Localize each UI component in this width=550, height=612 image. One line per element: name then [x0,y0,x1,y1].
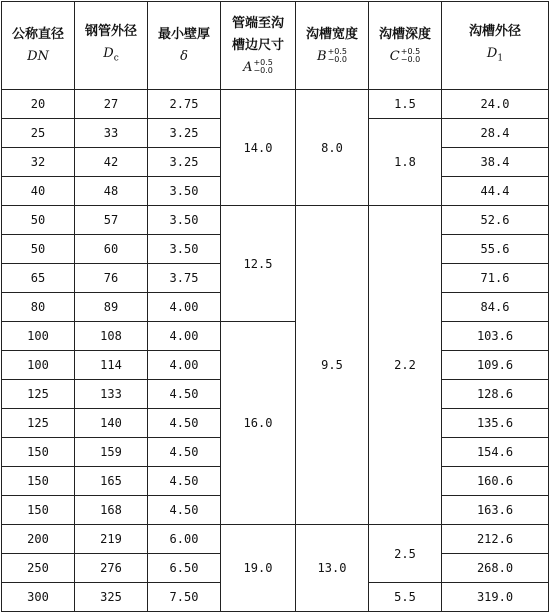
cell-c: 5.5 [369,583,442,612]
cell-dn: 32 [2,148,75,177]
header-nominal-diameter [2,2,75,90]
header-min-wall-thickness [148,2,221,90]
cell-d1: 319.0 [442,583,549,612]
header-symbol: B +0.5 −0.0 [317,47,347,64]
cell-wall: 4.00 [148,293,221,322]
cell-dc: 42 [75,148,148,177]
cell-d1: 55.6 [442,235,549,264]
cell-b-merged: 9.5 [296,206,369,525]
cell-a-merged: 19.0 [221,525,296,612]
cell-wall: 4.50 [148,467,221,496]
cell-d1: 52.6 [442,206,549,235]
cell-wall: 3.75 [148,264,221,293]
cell-dn: 100 [2,322,75,351]
cell-dc: 133 [75,380,148,409]
cell-dc: 219 [75,525,148,554]
header-symbol: A +0.5 −0.0 [243,58,273,75]
cell-dn: 100 [2,351,75,380]
cell-d1: 212.6 [442,525,549,554]
cell-dn: 65 [2,264,75,293]
header-label: 最小壁厚 [157,26,210,42]
cell-wall: 3.50 [148,206,221,235]
cell-dn: 250 [2,554,75,583]
cell-c-merged: 2.5 [369,525,442,583]
cell-c: 1.5 [369,90,442,119]
cell-d1: 44.4 [442,177,549,206]
cell-dc: 48 [75,177,148,206]
cell-d1: 24.0 [442,90,549,119]
header-groove-depth [369,2,442,90]
header-pipe-outer-diameter [75,2,148,90]
cell-wall: 4.50 [148,496,221,525]
cell-d1: 38.4 [442,148,549,177]
cell-d1: 109.6 [442,351,549,380]
cell-wall: 7.50 [148,583,221,612]
cell-dc: 76 [75,264,148,293]
cell-wall: 3.25 [148,148,221,177]
cell-d1: 128.6 [442,380,549,409]
cell-d1: 135.6 [442,409,549,438]
cell-wall: 6.50 [148,554,221,583]
cell-dn: 40 [2,177,75,206]
cell-dc: 27 [75,90,148,119]
cell-d1: 154.6 [442,438,549,467]
cell-dc: 57 [75,206,148,235]
cell-dn: 80 [2,293,75,322]
header-label: 管端至沟 [231,15,284,31]
header-row [2,2,549,90]
cell-d1: 163.6 [442,496,549,525]
cell-wall: 6.00 [148,525,221,554]
cell-dc: 140 [75,409,148,438]
header-label: 沟槽外径 [468,24,521,40]
cell-dn: 300 [2,583,75,612]
cell-a-merged: 14.0 [221,90,296,206]
tolerance: +0.5 −0.0 [327,47,347,64]
cell-dn: 50 [2,206,75,235]
cell-wall: 4.00 [148,351,221,380]
groove-dimension-table [1,1,549,612]
cell-dn: 150 [2,467,75,496]
cell-dc: 89 [75,293,148,322]
cell-d1: 268.0 [442,554,549,583]
cell-d1: 84.6 [442,293,549,322]
cell-dn: 150 [2,496,75,525]
cell-wall: 3.25 [148,119,221,148]
cell-dn: 25 [2,119,75,148]
header-label: 公称直径 [11,26,64,42]
header-label: 钢管外径 [84,24,137,40]
cell-dn: 125 [2,380,75,409]
cell-dc: 276 [75,554,148,583]
table-row [2,90,549,119]
cell-d1: 103.6 [442,322,549,351]
header-symbol: $D_1$ [486,46,504,64]
header-symbol: $D_c$ [103,46,119,64]
header-groove-outer-diameter [442,2,549,90]
cell-dn: 50 [2,235,75,264]
header-symbol: C +0.5 −0.0 [389,47,421,64]
cell-d1: 28.4 [442,119,549,148]
cell-dc: 108 [75,322,148,351]
header-symbol: δ [180,48,188,64]
cell-dc: 168 [75,496,148,525]
table-row [2,525,549,554]
header-symbol: DN [27,48,49,64]
header-end-to-groove [221,2,296,90]
tolerance: +0.5 −0.0 [400,47,421,64]
cell-wall: 3.50 [148,177,221,206]
cell-wall: 3.50 [148,235,221,264]
cell-dn: 150 [2,438,75,467]
cell-a-merged: 12.5 [221,206,296,322]
cell-dn: 125 [2,409,75,438]
cell-dc: 114 [75,351,148,380]
cell-b-merged: 8.0 [296,90,369,206]
header-groove-width [296,2,369,90]
cell-dc: 60 [75,235,148,264]
cell-dc: 325 [75,583,148,612]
cell-dc: 33 [75,119,148,148]
tolerance: +0.5 −0.0 [253,58,273,75]
cell-dc: 165 [75,467,148,496]
cell-wall: 2.75 [148,90,221,119]
cell-c-merged: 1.8 [369,119,442,206]
cell-a-merged: 16.0 [221,322,296,525]
header-label: 沟槽宽度 [305,26,358,42]
cell-dn: 200 [2,525,75,554]
cell-c-merged: 2.2 [369,206,442,525]
cell-d1: 160.6 [442,467,549,496]
cell-dn: 20 [2,90,75,119]
cell-d1: 71.6 [442,264,549,293]
header-label: 槽边尺寸 [231,37,284,53]
header-label: 沟槽深度 [378,26,431,42]
cell-wall: 4.50 [148,380,221,409]
cell-wall: 4.00 [148,322,221,351]
cell-wall: 4.50 [148,438,221,467]
cell-b-merged: 13.0 [296,525,369,612]
cell-wall: 4.50 [148,409,221,438]
cell-dc: 159 [75,438,148,467]
table-row [2,206,549,235]
table-row [2,322,549,351]
